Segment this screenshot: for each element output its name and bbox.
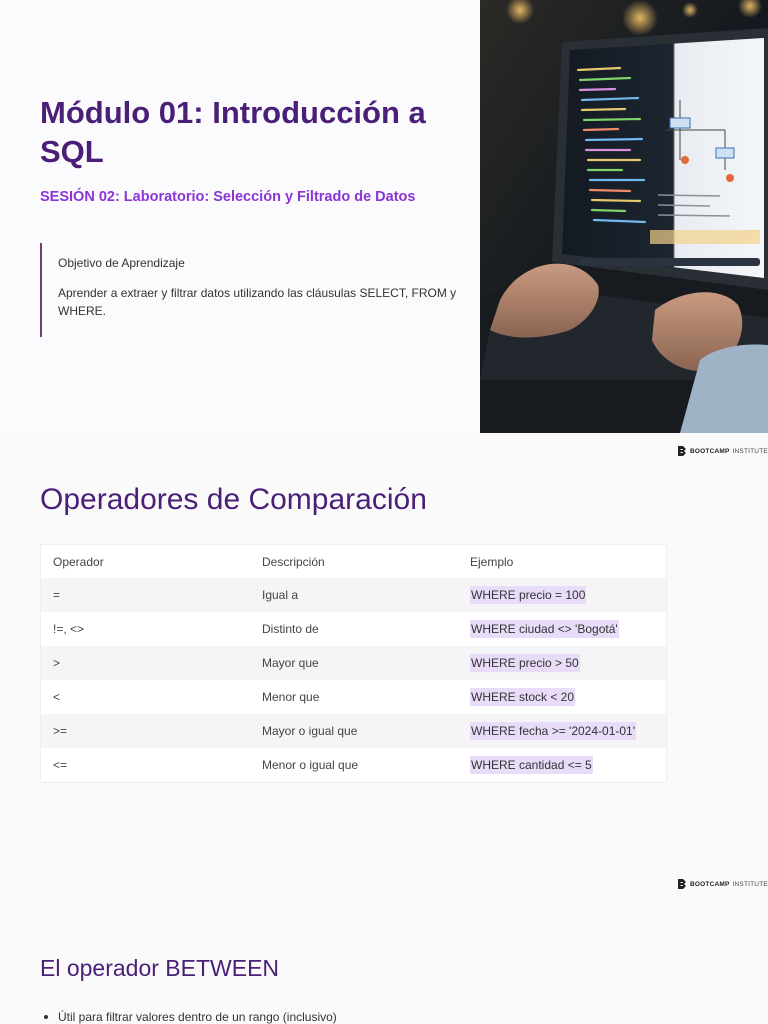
table-row [41, 646, 666, 680]
example-cell [458, 612, 666, 646]
example-cell [458, 578, 666, 612]
example-code: WHERE precio = 100 [471, 588, 586, 602]
description-cell: Menor o igual que [262, 758, 359, 772]
logo-brand: BOOTCAMP [690, 880, 730, 888]
example-code: WHERE fecha >= '2024-01-01' [471, 724, 636, 738]
bootcamp-institute-logo [677, 878, 768, 890]
session-subtitle: SESIÓN 02: Laboratorio: Selección y Filtrado de Datos [40, 189, 416, 205]
bullet-dot-icon [44, 1015, 48, 1019]
learning-objective-box [40, 243, 460, 337]
operators-table-card [40, 544, 667, 783]
logo-suffix: INSTITUTE [732, 447, 768, 455]
operator-cell: <= [53, 758, 68, 772]
bootcamp-logo-icon [677, 878, 687, 890]
table-row [41, 578, 666, 612]
bullet-item [44, 1010, 337, 1024]
bootcamp-institute-logo [677, 445, 768, 457]
operator-cell: >= [41, 714, 250, 748]
description-cell: Menor que [262, 690, 320, 704]
operators-table [41, 545, 666, 782]
operator-cell: !=, <> [53, 622, 85, 636]
logo-brand: BOOTCAMP [690, 447, 730, 455]
comparison-operators-heading: Operadores de Comparación [40, 483, 427, 516]
table-row [41, 748, 666, 782]
bullet-text: Útil para filtrar valores dentro de un rango (inclusivo) [58, 1010, 337, 1024]
table-header-row [41, 545, 666, 578]
table-row [41, 680, 666, 714]
example-code: WHERE ciudad <> 'Bogotá' [471, 622, 618, 636]
operator-cell: > [41, 646, 250, 680]
objective-text: Aprender a extraer y filtrar datos utilizando las cláusulas SELECT, FROM y WHERE. [58, 286, 457, 318]
description-cell: Mayor o igual que [250, 714, 458, 748]
description-cell: Distinto de [262, 622, 319, 636]
table-row [41, 714, 666, 748]
example-cell [458, 748, 666, 782]
laptop-coding-photo [480, 0, 768, 433]
description-cell: Mayor que [250, 646, 458, 680]
laptop-photo-illustration [480, 0, 768, 433]
description-cell: Igual a [250, 578, 458, 612]
example-cell [458, 714, 666, 748]
between-operator-heading: El operador BETWEEN [40, 955, 280, 981]
title-slide [0, 0, 768, 433]
module-title: Módulo 01: Introducción a SQL [40, 95, 426, 169]
operator-cell: = [41, 578, 250, 612]
bootcamp-logo-icon [677, 445, 687, 457]
column-header-example: Ejemplo [470, 554, 514, 569]
example-code: WHERE cantidad <= 5 [471, 758, 592, 772]
table-row [41, 612, 666, 646]
logo-suffix: INSTITUTE [732, 880, 768, 888]
example-code: WHERE stock < 20 [471, 690, 575, 704]
example-cell [458, 646, 666, 680]
operator-cell: < [53, 690, 61, 704]
example-cell [458, 680, 666, 714]
column-header-operator: Operador [53, 554, 104, 569]
column-header-description: Descripción [262, 554, 325, 569]
objective-label: Objetivo de Aprendizaje [58, 256, 185, 270]
example-code: WHERE precio > 50 [471, 656, 579, 670]
